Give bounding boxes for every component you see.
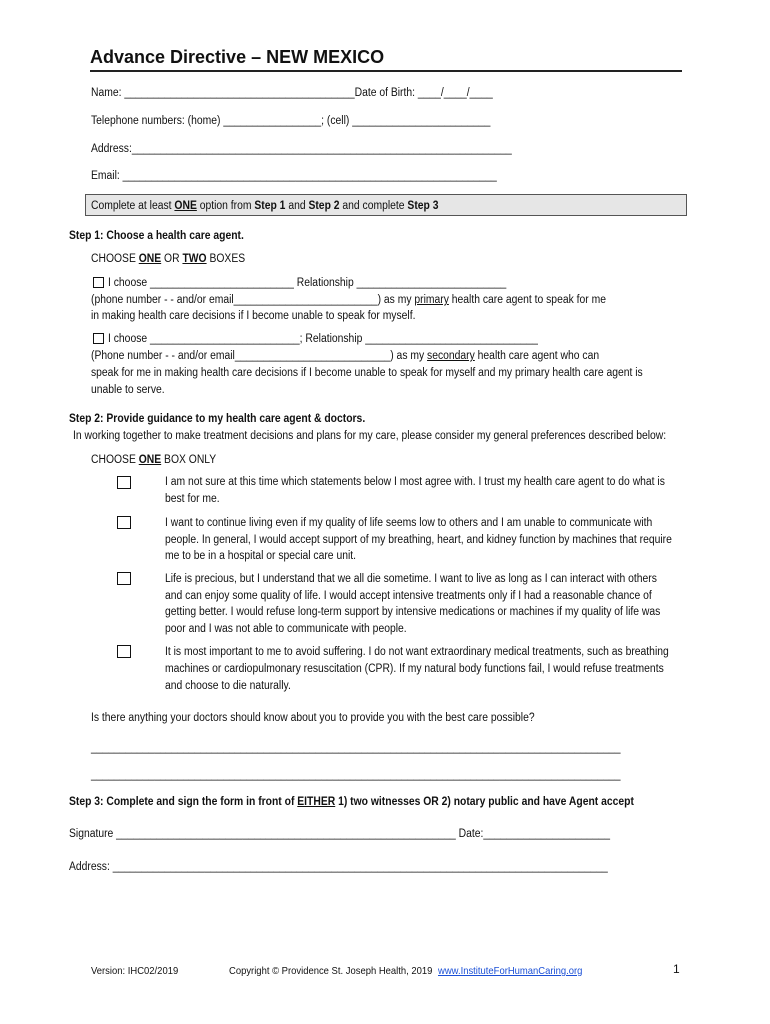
page-title: Advance Directive – NEW MEXICO <box>90 47 385 67</box>
primary-agent-line3: in making health care decisions if I become unable to speak for myself. <box>91 310 416 322</box>
step1-heading: Step 1: Choose a health care agent. <box>69 230 244 242</box>
title-rule <box>90 70 682 72</box>
preference-option-4-l2: machines or cardiopulmonary resuscitation (CPR). If my natural body functions fail, I would refuse treatments <box>165 663 664 675</box>
secondary-agent-line3: speak for me in making health care decisions if I become unable to speak for myself and my primary health care agent is <box>91 367 643 379</box>
secondary-agent-line1: I choose __________________________; Relationship ______________________________ <box>108 333 538 345</box>
step3-heading: Step 3: Complete and sign the form in front of EITHER 1) two witnesses OR 2) notary public and have Agent accept <box>69 796 634 808</box>
page-number: 1 <box>673 962 680 976</box>
footer-link[interactable]: www.InstituteForHumanCaring.org <box>438 965 583 977</box>
name-field[interactable]: Name: ________________________________________Date of Birth: ____/____/____ <box>91 87 493 99</box>
preference-checkbox-2[interactable] <box>117 516 131 529</box>
telephone-field[interactable]: Telephone numbers: (home) _________________; (cell) ________________________ <box>91 115 491 127</box>
step1-choose: CHOOSE ONE OR TWO BOXES <box>91 253 246 265</box>
primary-agent-line2: (phone number - - and/or email_________________________) as my primary health care agent to speak for me <box>91 294 606 306</box>
preference-option-3-l4: poor and I was not able to communicate with people. <box>165 623 407 635</box>
preference-option-1-l1: I am not sure at this time which statements below I most agree with. I trust my health care agent to do what is <box>165 476 665 488</box>
doctor-question: Is there anything your doctors should know about you to provide you with the best care possible? <box>91 712 535 724</box>
secondary-agent-checkbox[interactable] <box>93 333 104 344</box>
step2-intro: In working together to make treatment decisions and plans for my care, please consider my general preferences described below: <box>73 430 667 442</box>
primary-agent-line1: I choose _________________________ Relationship __________________________ <box>108 277 507 289</box>
footer-version: Version: IHC02/2019 <box>91 965 179 977</box>
preference-checkbox-4[interactable] <box>117 645 131 658</box>
answer-line-2[interactable]: ____________________________________________________________________________________________ <box>91 769 621 781</box>
secondary-agent-line4: unable to serve. <box>91 384 165 396</box>
preference-option-2-l1: I want to continue living even if my quality of life seems low to others and I am unable to communicate with <box>165 517 653 529</box>
preference-checkbox-3[interactable] <box>117 572 131 585</box>
preference-option-4-l3: and choose to die naturally. <box>165 680 291 692</box>
preference-option-1-l2: best for me. <box>165 493 220 505</box>
preference-checkbox-1[interactable] <box>117 476 131 489</box>
secondary-agent-line2: (Phone number - - and/or email___________________________) as my secondary health care agent who can <box>91 350 600 362</box>
step2-heading: Step 2: Provide guidance to my health care agent & doctors. <box>69 413 366 425</box>
signature-field[interactable]: Signature ___________________________________________________________ Date:______________________ <box>69 828 611 840</box>
answer-line-1[interactable]: ____________________________________________________________________________________________ <box>91 742 621 754</box>
preference-option-3-l2: and can enjoy some quality of life. I would accept intensive treatments only if I had a reasonable chance of <box>165 590 652 602</box>
instructions-text: Complete at least ONE option from Step 1 and Step 2 and complete Step 3 <box>91 200 439 212</box>
address-field[interactable]: Address:__________________________________________________________________ <box>91 143 512 155</box>
footer-copyright: Copyright © Providence St. Joseph Health, 2019 <box>229 965 433 977</box>
preference-option-2-l2: people. In general, I would accept support of my breathing, heart, and kidney function by machines that require <box>165 534 672 546</box>
preference-option-2-l3: me to be in a hospital or special care unit. <box>165 550 357 562</box>
primary-agent-checkbox[interactable] <box>93 277 104 288</box>
preference-option-3-l3: getting better. I would refuse long-term support by intensive medications or machines if my quality of life was <box>165 606 661 618</box>
preference-option-3-l1: Life is precious, but I understand that we all die sometime. I want to live as long as I can interact with others <box>165 573 657 585</box>
email-field[interactable]: Email: _________________________________________________________________ <box>91 170 497 182</box>
step2-choose: CHOOSE ONE BOX ONLY <box>91 454 217 466</box>
preference-option-4-l1: It is most important to me to avoid suffering. I do not want extraordinary medical treatments, such as breathing <box>165 646 669 658</box>
step3-address-field[interactable]: Address: ______________________________________________________________________________________ <box>69 861 608 873</box>
